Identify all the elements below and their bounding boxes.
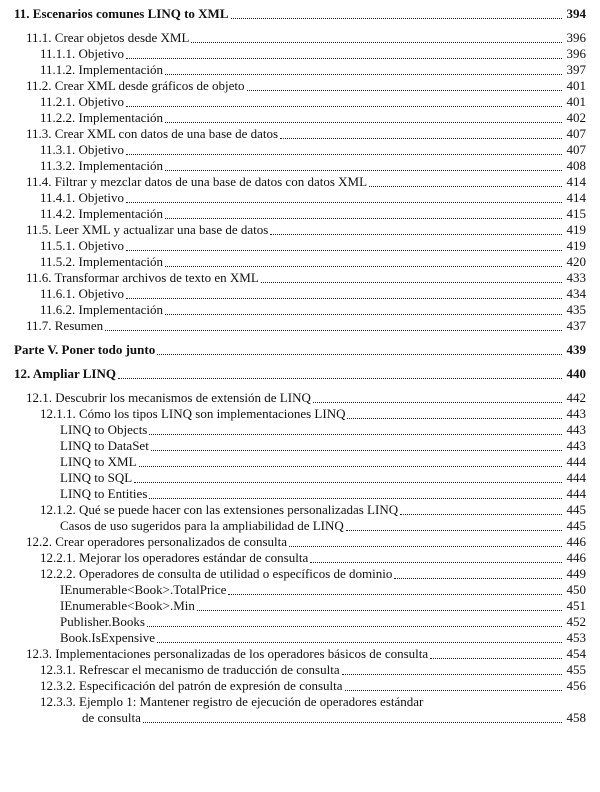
- toc-entry[interactable]: [40, 678, 586, 694]
- toc-entry-title: 11.6. Transformar archivos de texto en XML: [26, 270, 259, 285]
- toc-entry-title: 12.3.1. Refrescar el mecanismo de traducción de consulta: [40, 662, 340, 677]
- toc-entry[interactable]: [40, 190, 586, 206]
- toc-leader-dots: [197, 610, 562, 611]
- toc-leader-dots: [126, 154, 562, 155]
- toc-entry-title: 12.1. Descubrir los mecanismos de extensión de LINQ: [26, 390, 311, 405]
- toc-entry-title: Book.IsExpensive: [60, 630, 155, 645]
- toc-entry-page: 434: [566, 286, 586, 301]
- toc-entry-title: 11.5. Leer XML y actualizar una base de datos: [26, 222, 269, 237]
- toc-entry-page: 408: [566, 158, 586, 173]
- toc-leader-dots: [342, 674, 562, 675]
- toc-entry[interactable]: [60, 598, 586, 614]
- toc-entry[interactable]: [40, 694, 586, 710]
- toc-entry[interactable]: [40, 502, 586, 518]
- toc-leader-dots: [346, 530, 562, 531]
- toc-entry[interactable]: [60, 486, 586, 502]
- toc-entry-page: 442: [566, 390, 586, 405]
- toc-entry-title: 11.3. Crear XML con datos de una base de datos: [26, 126, 279, 141]
- toc-leader-dots: [228, 594, 562, 595]
- toc-leader-dots: [430, 658, 562, 659]
- toc-entry-page: 456: [566, 678, 586, 693]
- toc-entry[interactable]: [40, 94, 586, 110]
- toc-entry[interactable]: [26, 646, 586, 662]
- toc-entry-page: 444: [566, 470, 586, 485]
- toc-entry-page: 443: [566, 422, 586, 437]
- toc-entry-page: 443: [566, 438, 586, 453]
- toc-entry[interactable]: [40, 286, 586, 302]
- toc-leader-dots: [165, 74, 562, 75]
- toc-entry-title: 11.3.1. Objetivo: [40, 142, 125, 157]
- toc-entry-page: 450: [566, 582, 586, 597]
- toc-entry-page: 446: [566, 550, 586, 565]
- toc-entry[interactable]: [40, 206, 586, 222]
- toc-entry[interactable]: [26, 174, 586, 190]
- toc-entry[interactable]: [82, 710, 586, 726]
- toc-entry-title: 11.6.1. Objetivo: [40, 286, 125, 301]
- toc-entry-title: 11.6.2. Implementación: [40, 302, 163, 317]
- toc-entry-title: 11.4.2. Implementación: [40, 206, 163, 221]
- toc-entry[interactable]: [26, 126, 586, 142]
- toc-entry-page: 449: [566, 566, 586, 581]
- toc-leader-dots: [126, 106, 562, 107]
- toc-entry-title: IEnumerable<Book>.Min: [60, 598, 195, 613]
- toc-entry[interactable]: [26, 390, 586, 406]
- toc-leader-dots: [126, 250, 562, 251]
- toc-entry-page: 444: [566, 454, 586, 469]
- toc-entry[interactable]: [14, 366, 586, 382]
- toc-entry-title: 12.3.2. Especificación del patrón de expresión de consulta: [40, 678, 343, 693]
- toc-entry-title: 11.3.2. Implementación: [40, 158, 163, 173]
- toc-entry[interactable]: [40, 566, 586, 582]
- toc-entry-title: 12.2.2. Operadores de consulta de utilidad o específicos de dominio: [40, 566, 393, 581]
- toc-leader-dots: [147, 626, 562, 627]
- toc-entry-title: Publisher.Books: [60, 614, 145, 629]
- toc-entry[interactable]: [26, 30, 586, 46]
- toc-entry-page: 407: [566, 126, 586, 141]
- toc-leader-dots: [191, 42, 562, 43]
- toc-leader-dots: [126, 298, 562, 299]
- toc-leader-dots: [261, 282, 562, 283]
- toc-leader-dots: [313, 402, 562, 403]
- toc-entry-page: 402: [566, 110, 586, 125]
- toc-entry[interactable]: [26, 78, 586, 94]
- toc-entry[interactable]: [14, 342, 586, 358]
- toc-entry[interactable]: [60, 454, 586, 470]
- toc-entry-page: 420: [566, 254, 586, 269]
- toc-entry-title: LINQ to DataSet: [60, 438, 149, 453]
- toc-leader-dots: [289, 546, 562, 547]
- toc-leader-dots: [394, 578, 562, 579]
- toc-entry-title: 12.2. Crear operadores personalizados de consulta: [26, 534, 287, 549]
- toc-entry-title: IEnumerable<Book>.TotalPrice: [60, 582, 227, 597]
- toc-entry-title: 11.7. Resumen: [26, 318, 104, 333]
- toc-entry[interactable]: [26, 534, 586, 550]
- toc-entry-page: 397: [566, 62, 586, 77]
- toc-entry-page: 451: [566, 598, 586, 613]
- toc-entry[interactable]: [40, 238, 586, 254]
- toc-leader-dots: [270, 234, 562, 235]
- toc-entry[interactable]: [40, 550, 586, 566]
- toc-entry[interactable]: [40, 158, 586, 174]
- toc-entry-page: 453: [566, 630, 586, 645]
- toc-entry-title: Parte V. Poner todo junto: [14, 342, 156, 357]
- toc-entry[interactable]: [40, 406, 586, 422]
- toc-entry-page: 419: [566, 238, 586, 253]
- toc-entry-page: 439: [566, 342, 586, 357]
- toc-entry-title: 11.5.2. Implementación: [40, 254, 163, 269]
- toc-entry-title: LINQ to Entities: [60, 486, 148, 501]
- toc-entry-title: 11.5.1. Objetivo: [40, 238, 125, 253]
- toc-entry-title: 12.1.1. Cómo los tipos LINQ son implementaciones LINQ: [40, 406, 346, 421]
- toc-leader-dots: [134, 482, 562, 483]
- toc-entry-page: 445: [566, 502, 586, 517]
- toc-entry-page: 433: [566, 270, 586, 285]
- toc-entry[interactable]: [60, 518, 586, 534]
- toc-entry-title: 11.2. Crear XML desde gráficos de objeto: [26, 78, 245, 93]
- toc-leader-dots: [149, 498, 562, 499]
- toc-entry-title: 11.4. Filtrar y mezclar datos de una base de datos con datos XML: [26, 174, 368, 189]
- toc-entry-title: 11.1. Crear objetos desde XML: [26, 30, 190, 45]
- toc-leader-dots: [118, 378, 562, 379]
- toc-entry-page: 396: [566, 46, 586, 61]
- toc-entry[interactable]: [40, 142, 586, 158]
- toc-entry-page: 443: [566, 406, 586, 421]
- toc-leader-dots: [165, 218, 562, 219]
- toc-entry[interactable]: [40, 46, 586, 62]
- toc-entry-title: de consulta: [82, 710, 141, 725]
- toc-entry-title: LINQ to XML: [60, 454, 137, 469]
- toc-entry-page: 458: [566, 710, 586, 725]
- toc-leader-dots: [347, 418, 562, 419]
- toc-entry-page: 396: [566, 30, 586, 45]
- toc-entry[interactable]: [26, 318, 586, 334]
- toc-leader-dots: [165, 314, 562, 315]
- toc-entry[interactable]: [60, 422, 586, 438]
- toc-leader-dots: [126, 58, 562, 59]
- toc-leader-dots: [157, 642, 562, 643]
- toc-leader-dots: [149, 434, 562, 435]
- toc-entry-title: LINQ to Objects: [60, 422, 148, 437]
- toc-entry-title: 12.1.2. Qué se puede hacer con las extensiones personalizadas LINQ: [40, 502, 399, 517]
- toc-entry-page: 446: [566, 534, 586, 549]
- toc-entry-page: 415: [566, 206, 586, 221]
- toc-entry-page: 454: [566, 646, 586, 661]
- toc-entry[interactable]: [14, 6, 586, 22]
- toc-entry[interactable]: [60, 438, 586, 454]
- toc-entry-title: 11.1.2. Implementación: [40, 62, 163, 77]
- toc-entry[interactable]: [40, 662, 586, 678]
- toc-entry-page: 394: [566, 6, 586, 21]
- toc-entry[interactable]: [26, 222, 586, 238]
- toc-entry[interactable]: [60, 630, 586, 646]
- toc-entry-page: 414: [566, 190, 586, 205]
- toc-leader-dots: [165, 122, 562, 123]
- toc-entry-page: 452: [566, 614, 586, 629]
- toc-entry-title: 11.2.2. Implementación: [40, 110, 163, 125]
- toc-entry[interactable]: [60, 582, 586, 598]
- toc-entry[interactable]: [40, 254, 586, 270]
- toc-leader-dots: [369, 186, 562, 187]
- toc-entry-title: LINQ to SQL: [60, 470, 133, 485]
- toc-leader-dots: [151, 450, 562, 451]
- toc-entry-page: 435: [566, 302, 586, 317]
- toc-entry-title: 11.1.1. Objetivo: [40, 46, 125, 61]
- toc-leader-dots: [400, 514, 562, 515]
- toc-entry-page: 444: [566, 486, 586, 501]
- toc-entry-title: 12. Ampliar LINQ: [14, 366, 116, 381]
- toc-leader-dots: [280, 138, 562, 139]
- toc-leader-dots: [165, 170, 562, 171]
- toc-leader-dots: [105, 330, 562, 331]
- toc-entry-title: 12.2.1. Mejorar los operadores estándar de consulta: [40, 550, 309, 565]
- toc-entry[interactable]: [40, 302, 586, 318]
- toc-entry[interactable]: [40, 62, 586, 78]
- toc-leader-dots: [139, 466, 562, 467]
- toc-entry-title: 12.3.3. Ejemplo 1: Mantener registro de ejecución de operadores estándar: [40, 694, 424, 709]
- toc-entry-title: 12.3. Implementaciones personalizadas de los operadores básicos de consulta: [26, 646, 429, 661]
- toc-leader-dots: [157, 354, 562, 355]
- toc-entry[interactable]: [60, 614, 586, 630]
- toc-entry-page: 401: [566, 78, 586, 93]
- toc-entry-title: Casos de uso sugeridos para la ampliabilidad de LINQ: [60, 518, 344, 533]
- toc-entry-page: 419: [566, 222, 586, 237]
- toc-entry-page: 407: [566, 142, 586, 157]
- toc-entry[interactable]: [40, 110, 586, 126]
- toc-entry-page: 455: [566, 662, 586, 677]
- toc-entry[interactable]: [26, 270, 586, 286]
- toc-entry-title: 11.2.1. Objetivo: [40, 94, 125, 109]
- toc-entry-page: 437: [566, 318, 586, 333]
- toc-entry[interactable]: [60, 470, 586, 486]
- toc-leader-dots: [126, 202, 562, 203]
- toc-leader-dots: [247, 90, 562, 91]
- toc-leader-dots: [165, 266, 562, 267]
- toc-entry-page: 414: [566, 174, 586, 189]
- toc-leader-dots: [143, 722, 562, 723]
- toc-entry-page: 440: [566, 366, 586, 381]
- toc-entry-page: 445: [566, 518, 586, 533]
- toc-entry-page: 401: [566, 94, 586, 109]
- toc-entry-title: 11.4.1. Objetivo: [40, 190, 125, 205]
- toc-leader-dots: [231, 18, 563, 19]
- toc-entry-title: 11. Escenarios comunes LINQ to XML: [14, 6, 229, 21]
- toc-leader-dots: [310, 562, 562, 563]
- toc-leader-dots: [345, 690, 562, 691]
